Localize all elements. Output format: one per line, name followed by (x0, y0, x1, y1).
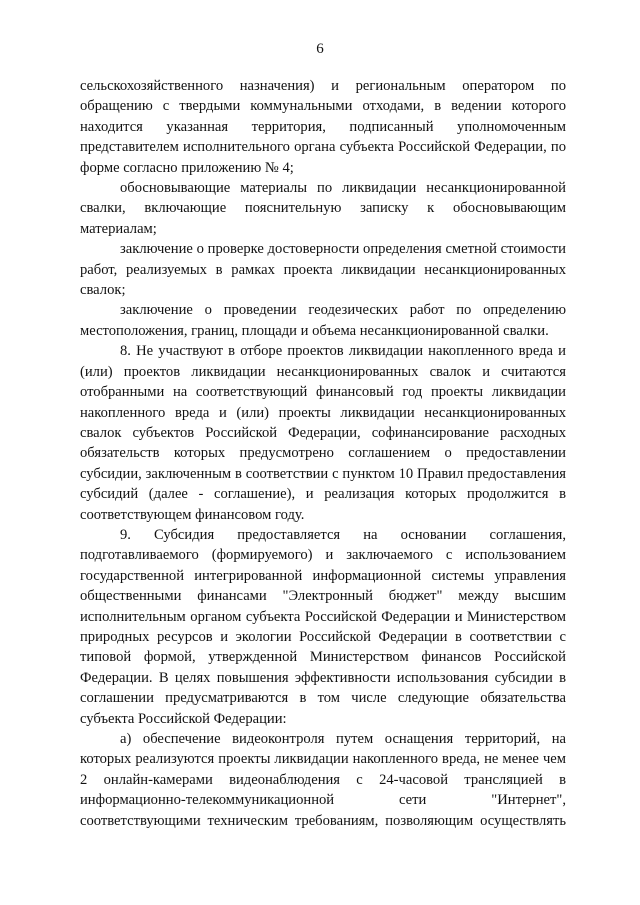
paragraph-geodetic-works: заключение о проведении геодезических работ по определению местоположения, границ, площади и объема несанкционированной свалки. (80, 302, 566, 339)
page-number: 6 (316, 41, 324, 57)
document-body (80, 76, 566, 831)
paragraph-item-9a: а) обеспечение видеоконтроля путем оснащения территорий, на которых реализуются проекты ликвидации накопленного вреда, не менее чем 2 онлайн-камерами видеонаблюдения с 24-часовой трансляцией в информационно-телекоммуникационной сети "Интернет", соответствующими техническим требованиям, позволяющим осуществлять (80, 731, 566, 829)
paragraph-continuation: сельскохозяйственного назначения) и региональным оператором по обращению с твердыми коммунальными отходами, в ведении которого находится указанная территория, подписанный уполномоченным представителем исполнительного органа субъекта Российской Федерации, по форме согласно приложению № 4; (80, 78, 566, 176)
paragraph-item-9: 9. Субсидия предоставляется на основании соглашения, подготавливаемого (формируемого) и заключаемого с использованием государственной интегрированной информационной системы управления общественными финансами "Электронный бюджет" между высшим исполнительным органом субъекта Российской Федерации и Министерством природных ресурсов и экологии Российской Федерации в соответствии с типовой формой, утвержденной Министерством финансов Российской Федерации. В целях повышения эффективности использования субсидии в соглашении предусматриваются в том числе следующие обязательства субъекта Российской Федерации: (80, 526, 566, 727)
paragraph-item-8: 8. Не участвуют в отборе проектов ликвидации накопленного вреда и (или) проектов ликвидации несанкционированных свалок и считаются отобранными на соответствующий финансовый год проекты ликвидации накопленного вреда и (или) проекты ликвидации несанкционированных свалок субъектов Российской Федерации, софинансирование расходных обязательств которых предусмотрено соглашением о предоставлении субсидии, заключенным в соответствии с пунктом 10 Правил предоставления субсидий (далее - соглашение), и реализация которых продолжится в соответствующем финансовом году. (80, 343, 566, 523)
paragraph-justification-materials: обосновывающие материалы по ликвидации несанкционированной свалки, включающие пояснительную записку к обосновывающим материалам; (80, 180, 566, 237)
paragraph-cost-verification: заключение о проверке достоверности определения сметной стоимости работ, реализуемых в рамках проекта ликвидации несанкционированных свалок; (80, 241, 566, 299)
